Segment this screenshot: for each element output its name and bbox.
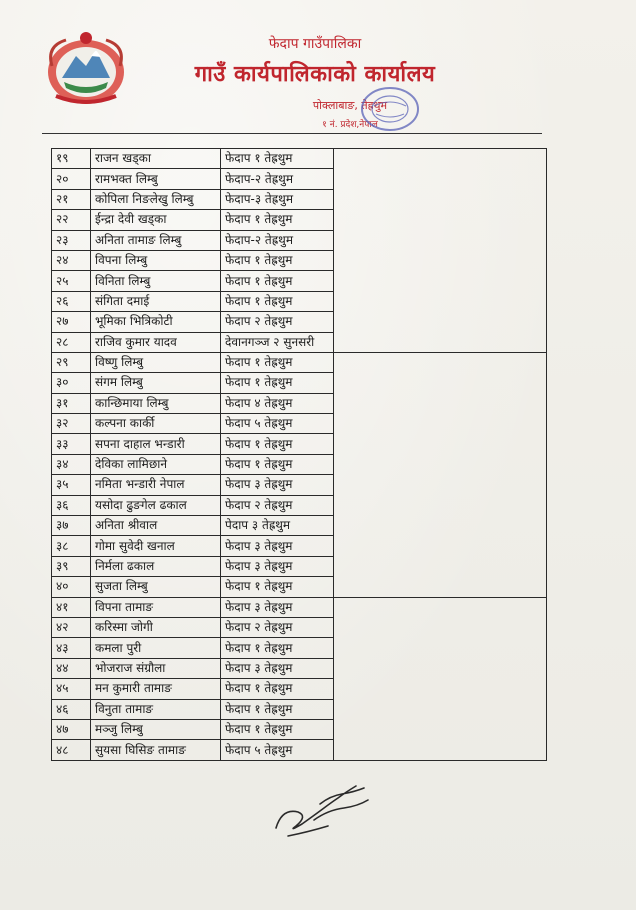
- participant-address: देवानगञ्ज २ सुनसरी: [221, 332, 334, 352]
- participant-address: फेदाप ४ तेह्रथुम: [221, 393, 334, 413]
- row-number: २९: [52, 352, 91, 372]
- row-number: ३८: [52, 536, 91, 556]
- row-number: ४६: [52, 699, 91, 719]
- row-number: ४८: [52, 740, 91, 760]
- row-number: ३५: [52, 475, 91, 495]
- participant-name: अनिता श्रीवाल: [91, 516, 221, 536]
- participant-name: विपना लिम्बु: [91, 250, 221, 270]
- row-number: ४१: [52, 597, 91, 617]
- participant-address: फेदाप ५ तेह्रथुम: [221, 740, 334, 760]
- office-province: १ नं. प्रदेश,नेपाल: [322, 120, 378, 130]
- participant-name: करिस्मा जोगी: [91, 617, 221, 637]
- row-number: ४२: [52, 617, 91, 637]
- participant-address: फेदाप १ तेह्रथुम: [221, 434, 334, 454]
- participant-address: फेदाप १ तेह्रथुम: [221, 679, 334, 699]
- participant-address: फेदाप २ तेह्रथुम: [221, 312, 334, 332]
- participant-name: निर्मला ढकाल: [91, 556, 221, 576]
- participant-name: कल्पना कार्की: [91, 414, 221, 434]
- row-number: २८: [52, 332, 91, 352]
- table-row: [52, 352, 547, 372]
- municipality-name: फेदाप गाउँपालिका: [268, 36, 362, 52]
- participant-name: मञ्जु लिम्बु: [91, 719, 221, 739]
- row-number: १९: [52, 149, 91, 169]
- participant-address: फेदाप १ तेह्रथुम: [221, 291, 334, 311]
- nepal-emblem-logo: [36, 26, 136, 110]
- participant-name: अनिता तामाङ लिम्बु: [91, 230, 221, 250]
- participant-name: सुजता लिम्बु: [91, 577, 221, 597]
- participant-address: फेदाप ३ तेह्रथुम: [221, 556, 334, 576]
- participant-name: विपना तामाङ: [91, 597, 221, 617]
- participant-name: विष्णु लिम्बु: [91, 352, 221, 372]
- blank-cell: [334, 149, 547, 353]
- participant-address: फेदाप-३ तेह्रथुम: [221, 189, 334, 209]
- row-number: २०: [52, 169, 91, 189]
- row-number: ३०: [52, 373, 91, 393]
- signature: [268, 778, 378, 840]
- participant-name: यसोदा ढुङगेल ढकाल: [91, 495, 221, 515]
- participant-address: फेदाप १ तेह्रथुम: [221, 699, 334, 719]
- participant-address: फेदाप २ तेह्रथुम: [221, 617, 334, 637]
- participant-name: विनिता लिम्बु: [91, 271, 221, 291]
- participant-address: फेदाप ५ तेह्रथुम: [221, 414, 334, 434]
- row-number: ४७: [52, 719, 91, 739]
- participant-address: फेदाप १ तेह्रथुम: [221, 149, 334, 169]
- participant-address: फेदाप-२ तेह्रथुम: [221, 169, 334, 189]
- participant-address: पेदाप ३ तेह्रथुम: [221, 516, 334, 536]
- row-number: ३७: [52, 516, 91, 536]
- participant-address: फेदाप ३ तेह्रथुम: [221, 597, 334, 617]
- header-divider: [42, 133, 542, 134]
- participant-name: गोमा सुवेदी खनाल: [91, 536, 221, 556]
- row-number: २५: [52, 271, 91, 291]
- row-number: ३१: [52, 393, 91, 413]
- participant-address: फेदाप १ तेह्रथुम: [221, 719, 334, 739]
- participant-name: रामभक्त लिम्बु: [91, 169, 221, 189]
- participant-name: ईन्द्रा देवी खड्का: [91, 210, 221, 230]
- row-number: ३९: [52, 556, 91, 576]
- row-number: २४: [52, 250, 91, 270]
- participant-address: फेदाप ३ तेह्रथुम: [221, 536, 334, 556]
- row-number: २३: [52, 230, 91, 250]
- participant-name: कान्छिमाया लिम्बु: [91, 393, 221, 413]
- participant-name: मन कुमारी तामाङ: [91, 679, 221, 699]
- row-number: २२: [52, 210, 91, 230]
- participant-name: भूमिका भित्रिकोटी: [91, 312, 221, 332]
- row-number: ३२: [52, 414, 91, 434]
- office-address: पोक्लाबाङ, तेह्रथुम: [312, 99, 388, 112]
- participant-name: सपना दाहाल भन्डारी: [91, 434, 221, 454]
- participant-address: फेदाप १ तेह्रथुम: [221, 271, 334, 291]
- participant-address: फेदाप ३ तेह्रथुम: [221, 475, 334, 495]
- participant-name: देविका लामिछाने: [91, 454, 221, 474]
- office-stamp: [358, 84, 422, 134]
- row-number: ४०: [52, 577, 91, 597]
- row-number: ३४: [52, 454, 91, 474]
- participant-name: संगिता दमाई: [91, 291, 221, 311]
- row-number: २१: [52, 189, 91, 209]
- participant-address: फेदाप २ तेह्रथुम: [221, 495, 334, 515]
- participant-address: फेदाप १ तेह्रथुम: [221, 638, 334, 658]
- participant-name: सुयसा घिसिङ तामाङ: [91, 740, 221, 760]
- blank-cell: [334, 352, 547, 597]
- participant-address: फेदाप १ तेह्रथुम: [221, 352, 334, 372]
- participant-name: राजन खड्का: [91, 149, 221, 169]
- participant-name: राजिव कुमार यादव: [91, 332, 221, 352]
- row-number: ३६: [52, 495, 91, 515]
- blank-cell: [334, 597, 547, 760]
- participant-table: [51, 148, 547, 761]
- row-number: ४३: [52, 638, 91, 658]
- participant-address: फेदाप १ तेह्रथुम: [221, 210, 334, 230]
- participant-address: फेदाप १ तेह्रथुम: [221, 250, 334, 270]
- participant-name: कमला पुरी: [91, 638, 221, 658]
- participant-address: फेदाप १ तेह्रथुम: [221, 373, 334, 393]
- participant-address: फेदाप ३ तेह्रथुम: [221, 658, 334, 678]
- participant-name: संगम लिम्बु: [91, 373, 221, 393]
- table-row: [52, 149, 547, 169]
- participant-address: फेदाप १ तेह्रथुम: [221, 577, 334, 597]
- participant-name: नमिता भन्डारी नेपाल: [91, 475, 221, 495]
- participant-name: भोजराज संग्रौला: [91, 658, 221, 678]
- row-number: ३३: [52, 434, 91, 454]
- row-number: ४४: [52, 658, 91, 678]
- row-number: ४५: [52, 679, 91, 699]
- office-title: गाउँ कार्यपालिकाको कार्यालय: [194, 62, 436, 87]
- participant-address: फेदाप १ तेह्रथुम: [221, 454, 334, 474]
- participant-name: विनुता तामाङ: [91, 699, 221, 719]
- row-number: २६: [52, 291, 91, 311]
- table-row: [52, 597, 547, 617]
- participant-address: फेदाप-२ तेह्रथुम: [221, 230, 334, 250]
- participant-name: कोपिला निङलेखु लिम्बु: [91, 189, 221, 209]
- row-number: २७: [52, 312, 91, 332]
